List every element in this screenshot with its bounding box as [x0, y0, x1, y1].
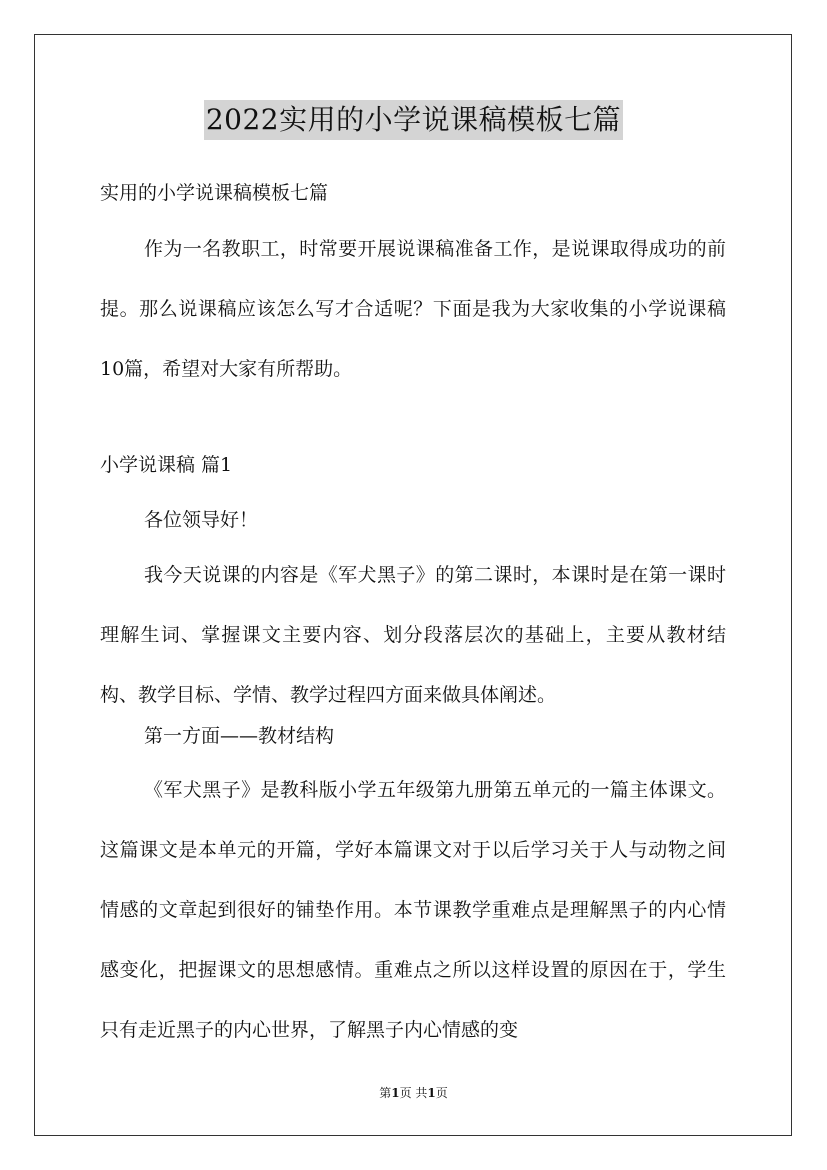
paragraph-2: 《军犬黑子》是教科版小学五年级第九册第五单元的一篇主体课文。这篇课文是本单元的开篇，学好本篇课文对于以后学习关于人与动物之间情感的文章起到很好的铺垫作用。本节课教学重难点是理解黑子的内心情感变化，把握课文的思想感情。重难点之所以这样设置的原因在于，学生只有走近黑子的内心世界，了解黑子内心情感的变 — [100, 779, 726, 1041]
title-container — [0, 100, 827, 140]
footer-page-current: 1 — [391, 1086, 400, 1100]
paragraph-1: 我今天说课的内容是《军犬黑子》的第二课时，本课时是在第一课时理解生词、掌握课文主要内容、划分段落层次的基础上，主要从教材结构、教学目标、学情、教学过程四方面来做具体阐述。 — [100, 564, 726, 706]
document-subtitle: 实用的小学说课稿模板七篇 — [100, 182, 329, 204]
footer-page-mid: 页 共 — [399, 1086, 428, 1100]
part-heading: 第一方面——教材结构 — [144, 725, 335, 747]
footer-page-prefix: 第 — [379, 1086, 392, 1100]
footer-page-suffix: 页 — [435, 1086, 448, 1100]
section-heading: 小学说课稿 篇1 — [100, 454, 233, 476]
document-title: 2022实用的小学说课稿模板七篇 — [204, 100, 623, 140]
footer-page-total: 1 — [427, 1086, 436, 1100]
greeting: 各位领导好！ — [144, 509, 259, 531]
page-footer — [0, 1084, 827, 1102]
intro-paragraph: 作为一名教职工，时常要开展说课稿准备工作，是说课取得成功的前提。那么说课稿应该怎么写才合适呢？下面是我为大家收集的小学说课稿10篇，希望对大家有所帮助。 — [100, 238, 726, 380]
